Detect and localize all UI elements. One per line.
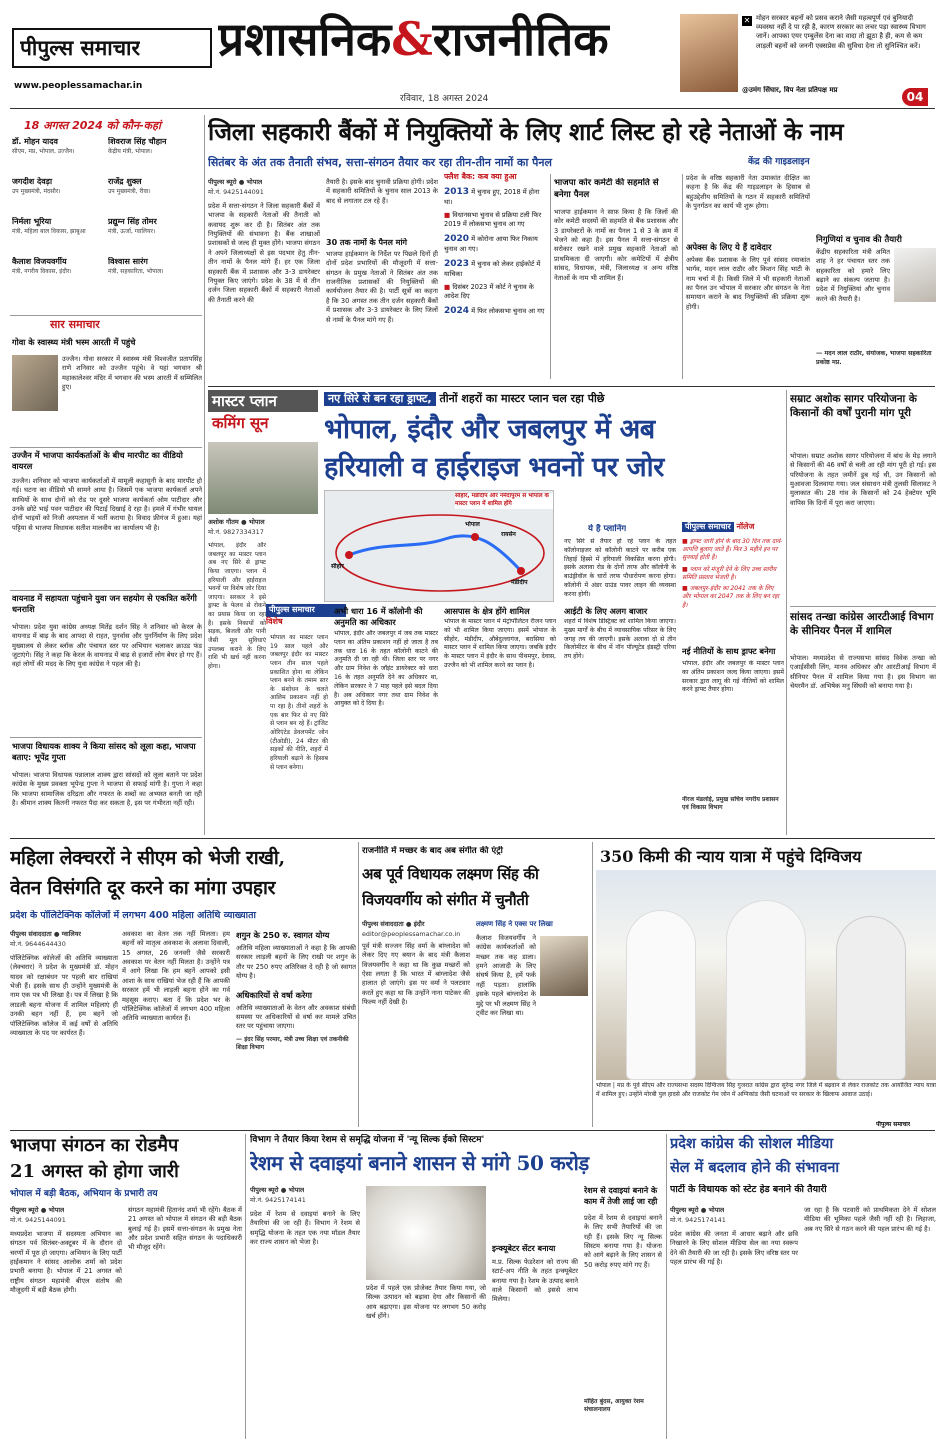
flashback-list	[444, 186, 546, 321]
divider	[10, 838, 935, 839]
lead-body-2: तैयारी है। इसके बाद चुनावी प्रक्रिया होगी। प्रदेश में सहकारी समितियों के चुनाव साल 2013 के बाद से लगातार टल रहे हैं।	[326, 178, 438, 205]
person-silhouette	[726, 900, 806, 1080]
digvijay-headline: 350 किमी की न्याय यात्रा में पहुंचे दिग्विजय	[600, 847, 862, 866]
knowledge-box	[682, 522, 784, 642]
flashback-text: विधानसभा चुनाव से प्रक्रिया टली फिर 2019 में लोकसभा चुनाव आ गए	[444, 211, 542, 228]
where-title: 18 अगस्त 2024 को कौन-कहां	[24, 119, 161, 132]
knowledge-item: ■ जबलपुर-इंदौर का 2041 तक के लिए और भोपाल का 2047 तक के लिए बन रहा है।	[682, 585, 780, 609]
master-kicker-post: तीनों शहरों का मास्टर प्लान चल रहा पीछे	[439, 392, 605, 405]
knowledge-item: ■ प्लान को मंजूरी देने के लिए उच्च स्तरीय समिति प्रस्ताव भेजती है।	[682, 565, 777, 581]
map-label: भोपाल	[465, 521, 480, 528]
congress-byline: पीपुल्स ब्यूरो ● भोपाल	[670, 1206, 725, 1214]
incubator-body: म.प्र. सिल्क फेडरेशन को राज्य की स्टार्ट-अप नीति के तहत इन्क्यूबेटर बनाया गया है। रेशम के उत्पाद बनाने वाले किसानों को इससे लाभ मिलेगा।	[492, 1258, 578, 1304]
divider	[10, 315, 202, 316]
bjp-mobile: मो.नं. 9425144091	[10, 1216, 66, 1224]
silk-body-1: प्रदेश में रेशम से दवाइयां बनाने के लिए तैयारियां की जा रही हैं। विभाग ने रेशम से समृद्धि योजना के तहत एक नया मॉडल तैयार कर राज्य शासन को भेजा है।	[250, 1210, 360, 1247]
x-icon: ✕	[743, 16, 751, 25]
map-note: सीहोर, मंडीदीप और नर्मदापुरम से भोपाल के मास्टर प्लान में शामिल होंगे	[455, 493, 553, 509]
logo	[12, 28, 212, 68]
laxman-singh-photo	[540, 936, 588, 996]
person-silhouette	[836, 916, 906, 1080]
knowledge-title	[682, 522, 784, 533]
person-name: जगदीश देवड़ा	[12, 177, 53, 186]
master-kicker	[324, 392, 784, 407]
master-mobile: मो.नं. 9827334317	[208, 528, 264, 536]
tweet-box	[680, 14, 930, 106]
person-name: कैलाश विजयवर्गीय	[12, 257, 67, 266]
vijay-pull-name: लक्ष्मण सिंह ने एक्स पर लिखा	[476, 920, 553, 928]
lead-sub-1: 30 तक नामों के पैनल मांगे	[326, 238, 408, 247]
mahila-headline-2: वेतन विसंगति दूर करने का मांगा उपहार	[10, 877, 276, 899]
person-name: डॉ. मोहन यादव	[12, 137, 58, 146]
flashback-text: में फिर लोकसभा चुनाव आ गए	[471, 306, 545, 315]
section-title-right: राजनीतिक	[432, 12, 609, 66]
guide-body: प्रदेश के वरिष्ठ सहकारी नेता उमाकांत दीक्षित का कहना है कि केंद्र की गाइडलाइन के हिसाब से बहुउद्देशीय समितियों के गठन में सहकारी समितियों के पुनर्गठन का कार्य भी शुरू होगा।	[686, 174, 810, 211]
it-headline: आईटी के लिए अलग बाजार	[564, 606, 648, 616]
apex-body: अपेक्स बैंक प्रशासक के लिए पूर्व सांसद रमाकांत भार्गव, मदन लाल राठौर और किशन सिंह भाटी के नाम चर्चा में हैं। किसी जिले में भी सहकारी नेताओं का पैनल उन भोपाल में सरकार और संगठन के नेता समायान कराने के बाद नियुक्तियों की प्रक्रिया शुरू होगी।	[686, 256, 810, 311]
congress-headline-1: प्रदेश कांग्रेस की सोशल मीडिया	[670, 1135, 834, 1152]
mahila-box2-headline: अधिकारियों से वर्षा करेगा	[236, 989, 313, 1000]
knowledge-item-text: प्लान को मंजूरी देने के लिए उच्च स्तरीय समिति प्रस्ताव भेजती है।	[682, 565, 777, 581]
peoples-special-label: विशेष	[266, 616, 283, 626]
flashback-item	[444, 258, 546, 279]
flashback-year: 2023	[444, 258, 470, 269]
master-label	[208, 390, 318, 442]
bjp-headline-2: 21 अगस्त को होगा जारी	[10, 1161, 179, 1182]
lead-body-1: प्रदेश में सत्ता-संगठन ने जिला सहकारी बैंकों में भाजपा के सहकारी नेताओं की तैनाती को कवायद शुरू कर दी है। सितंबर अंत तक नियुक्तियों की संभावना है। बैंक शाखाओं प्रशासकों से जल्द ही मुक्त होंगे। भाजपा संगठन ने अपने जिलाध्यक्षों से इस पदभार हेतु तीन-तीन नामों के पैनल मांगे हैं। हर एक जिला सहकारी बैंक में प्रशासक और 3-3 डायरेक्टर नियुक्त किए जाएंगे। प्रदेश के 38 में से तीन दर्जन जिला सहकारी बैंकों में सहकारी नेताओं की तैनाती करने की	[208, 202, 320, 304]
column-rule	[550, 174, 551, 379]
map-pin	[345, 551, 353, 559]
mahila-headline-1: महिला लेक्चररों ने सीएम को भेजी राखी,	[10, 847, 285, 869]
map-pin	[517, 567, 525, 575]
lead-story	[208, 112, 936, 384]
mahila-body-1: पॉलिटेक्निक कॉलेजों की अतिथि व्याख्याता (लेक्चरार) ने प्रदेश के मुख्यमंत्री डॉ. मोहन यादव को रक्षाबंधन पर पहली बार राखियां भेजी हैं। इसके साथ ही उन्होंने मुख्यमंत्री के नाम एक पत्र भी लिखा है। पत्र में लिखा है कि लाडली बहना योजना में शामिल महिलाएं ही उनकी बहन नहीं हैं, हम बहनें जो पॉलिटेक्निक कॉलेज में कई वर्षों से अतिथि व्याख्याता के पद पर कार्यरत हैं।	[10, 954, 118, 1037]
bjp-body-1: मध्यप्रदेश भाजपा में सदस्यता अभियान का संगठन पर्व सितंबर-अक्टूबर में के दौरान दो चरणों में पूरा हो जाएगा। अभियान के लिए पार्टी हाईकमान ने सांसद आलोक शर्मा को प्रदेश प्रभारी बनाया है। भोपाल में 21 अगस्त को राष्ट्रीय संगठन महामंत्री बीएल संतोष की मौजूदगी में बड़ी बैठक होगी।	[10, 1230, 122, 1295]
plan-body: नए सिरे से तैयार हो रहे प्लान के तहत कॉलोनाइजर को कॉलोनी काटने पर करीब एक तिहाई हिस्से में हरियाली विकसित करना होगी। इसके अलावा रोड के दोनों तरफ और कॉलोनी के बाउंड्रीवॉल के चारों तरफ पौधारोपण करना होगा। कॉलोनी में अंडर ग्राउंड पावर लाइन की व्यवस्था करना होगी।	[564, 538, 676, 598]
lead-headline: जिला सहकारी बैंकों में नियुक्तियों के लिए शार्ट लिस्ट हो रहे नेताओं के नाम	[208, 117, 844, 146]
map-label: सीहोर	[331, 563, 344, 570]
knowledge-item-text: ड्राफ्ट जारी होने के बाद 30 दिन तक दावे-आपत्ति बुलाए जाते हैं। फिर 3 महीने इन पर सुनवाई होती है।	[682, 538, 783, 562]
person-detail: मंत्री, सहकारिता, भोपाल।	[108, 267, 164, 275]
pol-body: केंद्रीय सहकारिता मंत्री अमित शाह ने हर पंचायत स्तर तक सहकारिता को हमारे लिए बढ़ाने का संकल्प जताया है। प्रदेश में नियुक्तियां और चुनाव करने की तैयारी है।	[816, 248, 890, 303]
saar-4-headline: भाजपा विधायक शाक्य ने किया सांसद को लूला कहा, भाजपा बताए: भूपेंद्र गुप्ता	[12, 741, 196, 763]
vijay-kicker: राजनीति में मच्छर के बाद अब संगीत की एंट्री	[362, 846, 503, 856]
master-label-bottom: कमिंग सून	[212, 414, 269, 433]
ashok-headline: सम्राट अशोक सागर परियोजना के किसानों की वर्षों पुरानी मांग पूरी	[790, 393, 917, 420]
mahila-body-2: अवकाश का वेतन तक नहीं मिलता। हम बहनों को मातृत्व अवकाश के अलावा दिवाली, 15 अगस्त, 26 जनवरी जैसे सरकारी अवकाश पर वेतन नहीं मिलता है। उन्होंने पत्र में आगे लिखा कि हम बहनें आपको इसी आशा के साथ राखियां भेज रही हैं कि आपकी सरकार हमें भी लाड़ली बहना होने का गर्व महसूस कराए। बता दें कि प्रदेश भर के पॉलिटेक्निक कॉलेजों में लगभग 400 महिला अतिथि व्याख्याता कार्यरत हैं।	[122, 930, 230, 1023]
divider	[10, 1130, 935, 1131]
saar-1-body: उज्जैन। गोवा सरकार में स्वास्थ्य मंत्री विश्वजीत प्रतापसिंह राणे शनिवार को उज्जैन पहुंचे। वे यहां भगवान श्री महाकालेश्वर मंदिर में भगवान की भस्म आरती में सम्मिलित हुए।	[62, 355, 202, 392]
congress-body-2: जा रहा है कि पटवारी को प्राथमिकता देने में सोशल मीडिया की भूमिका पहले जैसी नहीं रही है। लिहाजा, अब नए सिरे से गठन करने की पहल प्रारंभ की गई है।	[804, 1206, 936, 1233]
vijay-body-1: पूर्व मंत्री सज्जन सिंह वर्मा के बांग्लादेश को लेकर दिए गए बयान के बाद मंत्री कैलाश विजयवर्गीय ने कहा था कि कुछ मच्छरों को ऐसा लगता है कि भारत में बांग्लादेश जैसे हालात हो जाएंगे। इस पर वर्मा ने पलटवार करते हुए कहा था कि उन्होंने नाना पाटेकर की फिल्म नहीं देखी है।	[362, 942, 470, 1007]
bjp-byline: पीपुल्स ब्यूरो ● भोपाल	[10, 1206, 65, 1214]
pol-quote: — मदन लाल राठौर, संयोजक, भाजपा सहकारिता प्रकोष्ठ मप्र.	[816, 350, 932, 366]
mahila-byline: पीपुल्स संवाददाता ● ग्वालियर	[10, 930, 82, 938]
core-body: भाजपा हाईकमान ने साफ़ किया है कि जिलों की कोर कमेटी सदस्यों की सहमति से बैंक प्रशासक और 3 डायरेक्टरों के नामों का पैनल 1 से 3 के क्रम में भेजने को कहा है। इस पैनल में सत्ता-संगठन से सरोकार रखने वाले प्रमुख सहकारी नेताओं को प्राथमिकता दी जाएगी। कोर कमेटियों में क्षेत्रीय सांसद, विधायक, मंत्री, जिलाध्यक्ष व अन्य वरिष्ठ नेताओं के नाम भी शामिल हैं।	[554, 208, 678, 282]
map-label: रायसेन	[501, 531, 516, 538]
silk-right-headline: रेशम से दवाइयां बनाने के काम में तेजी लाई जा रही	[584, 1186, 658, 1206]
bjp-subhead: भोपाल में बड़ी बैठक, अभियान के प्रभारी तय	[10, 1189, 158, 1199]
peoples-special-name: पीपुल्स समाचार	[266, 604, 346, 617]
mahila-mobile: मो.नं. 9644644430	[10, 940, 66, 948]
divider	[10, 590, 202, 591]
route-line	[349, 536, 521, 571]
person-silhouette	[626, 910, 696, 1080]
silk-quote: मोहित बुंदस, आयुक्त रेशम संचालनालय	[584, 1398, 644, 1414]
knowledge-item-text: जबलपुर-इंदौर का 2041 तक के लिए और भोपाल का 2047 तक के लिए बन रहा है।	[682, 585, 780, 609]
goa-minister-photo	[12, 355, 58, 411]
master-kicker-pre: नए सिरे से बन रहा ड्राफ्ट,	[324, 392, 436, 406]
silk-byline: पीपुल्स ब्यूरो ● भोपाल	[250, 1186, 305, 1194]
saar-2-body: उज्जैन। शनिवार को भाजपा कार्यकर्ताओं में मामूली कहासुनी के बाद मारपीट हो गई। घटना का वीडियो भी सामने आया है। जिसमें एक भाजपा कार्यकर्ता अपने साथियों के साथ दोनों को रोड पर दुसरे भाजपा कार्यकर्ता ओम पाटीदार और उनके छोटे भाई पवन पाटीदार की पिटाई दिखाई दे रहा है। हमले में गंभीर घायल दोनों भाइयों को निजी अस्पताल में भर्ती कराया है। विवाद फ्रीगंज में हुआ। यहां पट्टिया से भाजपा विधायक सतीश मालवीय का कार्यालय भी है।	[12, 477, 202, 532]
congress-body-1: प्रदेश कांग्रेस की जनता में आधार बढ़ाने और छवि निखारने के लिए सोशल मीडिया सेल का नया स्वरूप देने की तैयारी की जा रही है। इसके लिए वरिष्ठ स्तर पर पहल प्रारंभ की गई है।	[670, 1230, 798, 1267]
divider	[790, 606, 936, 607]
silk-kicker: विभाग ने तैयार किया रेशम से समृद्धि योजना में 'न्यू सिल्क ईको सिस्टम'	[250, 1135, 485, 1145]
person-card	[108, 177, 202, 217]
flashback-box	[444, 172, 546, 382]
pol-headline: निगुणियां व चुनाव की तैयारी	[816, 234, 902, 244]
lead-mobile: मो.नं. 9425144091	[208, 188, 264, 196]
column-rule	[204, 115, 205, 835]
column-rule	[786, 390, 787, 835]
vijay-body-2: कैलाश विजयवर्गीय ने कांग्रेस कार्यकर्ताओं को मच्छर तक कह डाला। हमने आजादी के लिए संघर्ष किया है, हमें फर्क नहीं पड़ता। हालांकि इसके पहले बांग्लादेश के मुद्दे पर भी लक्ष्मण सिंह ने ट्वीट कर लिखा था।	[476, 934, 536, 1017]
knowledge-list	[682, 538, 784, 642]
knowledge-tag: नॉलेज	[736, 522, 755, 531]
colony-headline: अभी धारा 16 में कॉलोनी की अनुमति का अधिकार	[334, 606, 423, 628]
section-title-left: प्रशासनिक	[218, 12, 392, 66]
digvijay-caption: भोपाल | मप्र के पूर्व सीएम और राज्यसभा सदस्य दिग्विजय सिंह गुजरात कांग्रेस द्वारा सुरेन्द्र नगर जिले में बढ़वान से लेकर राजकोट तक आयोजित न्याय यात्रा में शामिल हुए। उन्होंने मोरबी पुल हादसे और राजकोट गेम जोन में अग्निकांड जैसी घटनाओं पर सरकार के खिलाफ आवाज उठाई।	[596, 1082, 936, 1098]
knowledge-brand: पीपुल्स समाचार	[682, 522, 734, 532]
flashback-text: में चुनाव हुए, 2018 में होना था।	[444, 188, 540, 207]
logo-text: पीपुल्स समाचार	[20, 35, 141, 60]
person-detail: मंत्री, नगरीय विकास, इंदौर।	[12, 267, 72, 275]
person-name: निर्मला भूरिया	[12, 217, 52, 226]
tweet-text: मोहन सरकार बहनों को प्रसव कराने जैसी महत्वपूर्ण एवं बुनियादी व्यवस्था नहीं दे पा रही है, कारण सरकार का लचर पड़ा स्वास्थ्य विभाग जानें। आपका एयर एम्बुलेंस देना का वादा तो झूठा है ही, कम से कम लाड़ली बहनों को जननी एक्सप्रेस की सुविधा देना तो सुनिश्चित करें।	[756, 14, 926, 50]
around-body: भोपाल के मास्टर प्लान में मेट्रोपॉलिटन रीजन प्लान को भी शामिल किया जाएगा। इसमें भोपाल के सीहोर, मंडीदीप, औबेदुल्लागंज, बरासिया को मास्टर प्लान में शामिल किया जाएगा। जबकि इंदौर के मास्टर प्लान में इंदौर के साथ पीथमपुर, देवास, उज्जैन को भी शामिल करने का प्लान है।	[444, 618, 556, 669]
person-card	[12, 217, 104, 257]
lead-byline: पीपुल्स ब्यूरो ● भोपाल	[208, 178, 263, 186]
masthead	[0, 0, 945, 110]
silk-story	[250, 1134, 662, 1439]
flashback-title: फ्लैश बैक: कब क्या हुआ	[444, 172, 517, 181]
master-label-top: मास्टर प्लान	[208, 390, 318, 412]
new-policy-quote: नीरज मंडलोई, प्रमुख सचिव नगरीय प्रशासन एवं विकास विभाग	[682, 796, 779, 812]
vijay-headline-1: अब पूर्व विधायक लक्ष्मण सिंह की	[362, 865, 539, 883]
vijay-email: editor@peoplessamachar.co.in	[362, 930, 461, 938]
person-name: विश्वास सारंग	[108, 257, 148, 266]
saar-1-headline: गोवा के स्वास्थ्य मंत्री भस्म आरती में पहुंचे	[12, 337, 136, 347]
flashback-item	[444, 186, 546, 207]
silk-right-body: प्रदेश में रेशम से दवाइयां बनाने के लिए सभी तैयारियों की जा रही हैं। इसके लिए न्यू सिल्क सिस्टम बनाया गया है। योजना को आगे बढ़ाने के लिए शासन से 50 करोड़ रुपए मांगे गए हैं।	[584, 1214, 662, 1269]
bjp-body-2: संगठन महामंत्री हितानंद शर्मा भी रहेंगे। बैठक में 21 अगस्त को भोपाल में संगठन की बड़ी बैठक बुलाई गई है। इसमें सत्ता-संगठन के प्रमुख नेता और प्रदेश प्रभारी सहित संगठन के पदाधिकारी भी मौजूद रहेंगे।	[128, 1206, 242, 1252]
new-policy-headline: नई नीतियों के साथ ड्राफ्ट बनेगा	[682, 646, 776, 656]
around-headline: आसपास के क्षेत्र होंगे शामिल	[444, 606, 530, 616]
knowledge-item: ■ ड्राफ्ट जारी होने के बाद 30 दिन तक दावे-आपत्ति बुलाए जाते हैं। फिर 3 महीने इन पर सुनवाई होती है।	[682, 538, 783, 562]
flashback-item: ■ विधानसभा चुनाव से प्रक्रिया टली फिर 2019 में लोकसभा चुनाव आ गए	[444, 211, 542, 228]
tankha-headline: सांसद तन्खा कांग्रेस आरटीआई विभाग के सीनियर पैनल में शामिल	[790, 611, 934, 638]
vijay-byline: पीपुल्स संवाददाता ● इंदौर	[362, 920, 425, 928]
person-detail: उप मुख्यमंत्री, मंदसौर।	[12, 187, 61, 195]
person-detail: सीएम, मप्र, भोपाल, उज्जैन।	[12, 147, 75, 155]
flashback-item	[444, 233, 546, 254]
person-card	[108, 257, 202, 297]
mahila-box-body: अतिथि महिला व्याख्याताओं ने कहा है कि आपकी सरकार लाड़ली बहनों के लिए राखी पर शगुन के तौर पर 250 रुपए अतिरिक्त दे रही है जो स्वागत योग्य है।	[236, 944, 356, 981]
person-name: शिवराज सिंह चौहान	[108, 137, 167, 146]
tweet-author: @उमंग सिंघार, विप नेता प्रतिपक्ष मप्र	[742, 86, 838, 94]
flashback-year: 2013	[444, 187, 470, 197]
digvijay-story	[596, 842, 936, 1130]
nyay-yatra-photo	[596, 870, 936, 1080]
it-body: शहरों में विशेष डिस्ट्रिक्ट को शामिल किया जाएगा। मुख्य मार्गों के बीच में व्यावसायिक परिसर के लिए जगह तय की जाएगी। इसके अलावा दो से तीन किलोमीटर के बीच में नॉन पॉल्यूटेड इंडस्ट्री एरिया तय होंगे।	[564, 618, 676, 661]
person-card	[12, 177, 104, 217]
flashback-item	[444, 305, 546, 317]
colony-body: भोपाल, इंदौर और जबलपुर में जब तक मास्टर प्लान का अंतिम प्रकाशन नहीं हो जाता है तब तक धारा 16 के तहत कॉलोनी काटने की अनुमति दी जा रही थी। जिला स्तर पर नगर और ग्राम निवेश के जॉइंट डायरेक्टर को धारा 16 के तहत अनुमति देने का अधिकार था, लेकिन सरकार ने 7 माह पहले इसे बदल दिया है। अब अधिकार नगर तथा ग्राम निवेश के आयुक्त को दे दिया है।	[334, 630, 438, 708]
divider	[10, 737, 202, 738]
master-headline-2: हरियाली व हाईराइज भवनों पर जोर	[324, 452, 664, 483]
divider	[208, 386, 935, 387]
congress-mobile: मो.नं. 9425174141	[670, 1216, 726, 1224]
tweet-author-photo	[680, 14, 738, 92]
saar-4-body: भोपाल। भाजपा विधायक पन्नालाल शाक्य द्वारा सांसदों को लूला बताने पर प्रदेश कांग्रेस के मुख्य प्रवक्ता भूपेन्द्र गुप्ता ने भाजपा से सफाई मांगी है। गुप्ता ने कहा कि भाजपा सामाजिक दरिद्रता और नफरत के शब्दों का अभ्यस्त बनती जा रही है। श्रीमान शाक्य कितनी नफरत पैदा कर सकता है, इस पर गंभीरता नहीं रही।	[12, 771, 202, 808]
lead-body-5	[814, 174, 934, 230]
saar-title: सार समाचार	[50, 318, 100, 331]
digvijay-credit: पीपुल्स समाचार	[876, 1121, 911, 1128]
flashback-year: 2020	[444, 233, 470, 244]
person-detail: उप मुख्यमंत्री, रीवा।	[108, 187, 151, 195]
silk-body-2: प्रदेश में पहले एक प्रोजेक्ट तैयार किया गया, जो सिल्क उत्पादन को बढ़ावा देगा और किसानों की आय बढ़ाएगा। इस योजना पर लगभग 50 करोड़ खर्च होंगे।	[366, 1284, 486, 1321]
person-name: प्रद्युम्न सिंह तोमर	[108, 217, 157, 226]
person-card	[108, 137, 202, 177]
master-headline-1: भोपाल, इंदौर और जबलपुर में अब	[324, 414, 655, 445]
saar-3-headline: वायनाड में सहायता पहुंचाने युवा जन सहयोग से एकत्रित करेंगी धनराशि	[12, 593, 197, 615]
lead-body-3: भाजपा हाईकमान के निर्देश पर पिछले दिनों ही दोनों प्रदेश प्रभारियों की मौजूदगी में सत्ता-संगठन के प्रमुख नेताओं ने सितंबर अंत तक राजनीतिक प्रशासकों की नियुक्तियों की कार्ययोजना तैयार की है। पार्टी सूत्रों का कहना है कि 30 अगस्त तक तीन दर्जन सहकारी बैंकों में प्रशासक और 3-3 डायरेक्टर के लिए जिलों से नामों के पैनल मांगे गए हैं।	[326, 250, 438, 324]
mahila-box2-body: अतिथि व्याख्याताओं के वेतन और अवकाश संबंधी समस्या पर अधिकारियों से वर्षा कर मामले उचित स्तर पर पहुंचाया जाएगा।	[236, 1003, 356, 1031]
lead-subhead: सितंबर के अंत तक तैनाती संभव, सत्ता-संगठन तैयार कर रहा तीन-तीन नामों का पैनल	[208, 156, 552, 169]
divider	[10, 447, 202, 448]
section-title-amp: &	[391, 12, 433, 66]
plan-headline: ये है प्लानिंग	[588, 524, 627, 534]
map-label: मंडीदीप	[511, 579, 528, 586]
column-rule	[245, 1134, 246, 1439]
master-byline: अशोक गौतम ● भोपाल	[208, 518, 265, 526]
congress-story	[670, 1134, 936, 1439]
vijay-headline-2: विजयवर्गीय को संगीत में चुनौती	[362, 891, 529, 909]
person-detail: मंत्री, महिला बाल विकास, झाबुआ	[12, 227, 86, 235]
mahila-box2-quote: — इंदर सिंह परमार, मंत्री उच्च शिक्षा एवं तकनीकी शिक्षा विभाग	[236, 1035, 349, 1051]
mahila-box	[236, 930, 356, 1130]
apex-headline: अपेक्स के लिए ये हैं दावेदार	[686, 242, 772, 252]
master-body-text-a: भोपाल, इंदौर और जबलपुर का मास्टर प्लान अब नए सिरे से ड्राफ्ट किया जाएगा। प्लान में हरियाली और हाईराइज भवनों पर विशेष जोर दिया जाएगा। सरकार ने इसे ड्राफ्ट के फेलव से रोकने का प्रयास किया जा रहा है। इसके निकायों को सड़क, बिजली और पानी जैसी मूल सुविधाएं उपलब्ध कराने के लिए राशि भी खर्च नहीं करना होगा।	[208, 542, 266, 670]
silk-cocoons-photo	[366, 1186, 486, 1280]
core-headline: भाजपा कोर कमेटी की सहमति से बनेगा पैनल	[554, 178, 659, 200]
master-plan-story	[208, 390, 784, 838]
person-card	[12, 257, 104, 297]
person-detail: केंद्रीय मंत्री, भोपाल।	[108, 147, 153, 155]
vijay-story	[362, 842, 590, 1130]
saar-3-body: भोपाल। प्रदेश युवा कांग्रेस अध्यक्ष मितेंद्र दर्शन सिंह ने शनिवार को केरल के वायनाड में बाढ़ के बाद आपदा से राहत, पुनर्वास और पुनर्निर्माण के लिए प्रदेश मुख्यालय से लेकर ब्लॉक और पंचायत स्तर पर अभियान चलाकर क्राउड फंड जुटाएंगे। सिंह ने कहा कि केरल के वायनाड में बाढ़ से हजारों लोग बेघर हो गए हैं। वहां लोगों की मदद के लिए युवा कांग्रेस ने पहल की है।	[12, 623, 202, 669]
mahila-box-headline: शगुन के 250 रु. स्वागत योग्य	[236, 930, 330, 940]
congress-headline-2: सेल में बदलाव होने की संभावना	[670, 1159, 840, 1176]
flashback-text: में चुनाव को लेकर हाईकोर्ट में याचिका	[444, 259, 541, 278]
master-body-text-b: भोपाल का मास्टर प्लान 19 साल पहले और जबलपुर इंदौर का मास्टर प्लान तीन साल पहले प्रकाशित होना था लेकिन प्लान बनने के तमाम स्तर के संशोधन के चलते आलिम प्रकाशन नहीं हो पा रहा है। तीनों शहरों के एक बार फिर से नए सिरे से प्लान बन रहे हैं। ट्रांजिट ओरिएंटेड डेवलपमेंट जोन (टीओडी), 24 मीटर की सड़कों की नीति, शहरों में हरियाली बढ़ाने के हिसाब से प्लान बनेगा।	[270, 634, 328, 771]
person-card	[12, 137, 104, 177]
incubator-headline: इन्क्यूबेटर सेंटर बनाया	[492, 1244, 556, 1253]
sidebar	[10, 115, 202, 835]
rathore-photo	[894, 248, 936, 302]
aerial-city-photo	[208, 442, 318, 514]
guide-headline: केंद्र की गाइडलाइन	[748, 157, 810, 167]
map-pin	[471, 533, 479, 541]
column-rule	[592, 842, 593, 1127]
ashok-story	[790, 392, 936, 832]
column-rule	[682, 174, 683, 379]
flashback-item: ■ दिसंबर 2023 में कोर्ट ने चुनाव के आदेश दिए	[444, 282, 534, 300]
masthead-rule	[10, 108, 935, 109]
flashback-text: में कोरोना आया फिर निकाय चुनाव आ गए।	[444, 234, 538, 253]
flashback-year: 2024	[444, 305, 470, 316]
tankha-body: भोपाल। मध्यप्रदेश से राज्यसभा सांसद विवेक तन्खा को एआईसीसी लिंग, मानव अधिकार और आरटीआई विभाग में सीनियर पैनल में शामिल किया गया है। इस विभाग का चेयरमैन डॉ. अभिषेक मनु सिंघवी को बनाया गया है।	[790, 654, 936, 691]
ashok-body: भोपाल। सम्राट अशोक सागर परियोजना में बांध के मेड़ लगाने से किसानों की 46 वर्षों से चली आ रही मांग पूरी हो गई। इस परियोजना के तहत जमीनें डूब गई थी, उन किसानों को मुआवजा दिलवाया गया। जल संसाधन मंत्री तुलसी सिलावट ने मुलाकात की। 28 गांव के किसानों को 24 हेक्टेयर भूमि वापिस कि दिनों में पूरा करा जाएगा।	[790, 452, 936, 507]
date: रविवार, 18 अगस्त 2024	[400, 94, 489, 104]
bjp-headline-1: भाजपा संगठन का रोडमैप	[10, 1135, 179, 1156]
person-name: राजेंद्र शुक्ल	[108, 177, 142, 186]
bjp-story	[10, 1134, 242, 1439]
section-title	[218, 8, 678, 83]
flashback-text: दिसंबर 2023 में कोर्ट ने चुनाव के आदेश दिए	[444, 282, 534, 300]
where-list	[12, 137, 202, 307]
mahila-subhead: प्रदेश के पॉलिटेक्निक कॉलेजों में लगभग 400 महिला अतिथि व्याख्याता	[10, 910, 256, 921]
new-policy-body: भोपाल, इंदौर और जबलपुर के मास्टर प्लान का अंतिम प्रकाशन जल्द किया जाएगा। इसमें सरकार द्वारा लागू की गई नीतियों को शामिल करने ड्राफ्ट तैयार होगा।	[682, 660, 784, 694]
saar-2-headline: उज्जैन में भाजपा कार्यकर्ताओं के बीच मारपीट का वीडियो वायरल	[12, 450, 183, 472]
page-number: 04	[902, 88, 928, 106]
congress-subhead: पार्टी के विधायक को स्टेट हेड बनाने की तैयारी	[670, 1184, 827, 1195]
silk-headline: रेशम से दवाइयां बनाने शासन से मांगे 50 करोड़	[250, 1151, 589, 1175]
silk-mobile: मो.नं. 9425174141	[250, 1196, 306, 1204]
column-rule	[358, 842, 359, 1127]
mahila-story	[10, 842, 356, 1130]
person-card	[108, 217, 202, 257]
column-rule	[666, 1134, 667, 1439]
map-box	[324, 490, 554, 602]
person-detail: मंत्री, ऊर्जा, ग्वालियर।	[108, 227, 156, 235]
website: www.peoplessamachar.in	[14, 81, 143, 91]
